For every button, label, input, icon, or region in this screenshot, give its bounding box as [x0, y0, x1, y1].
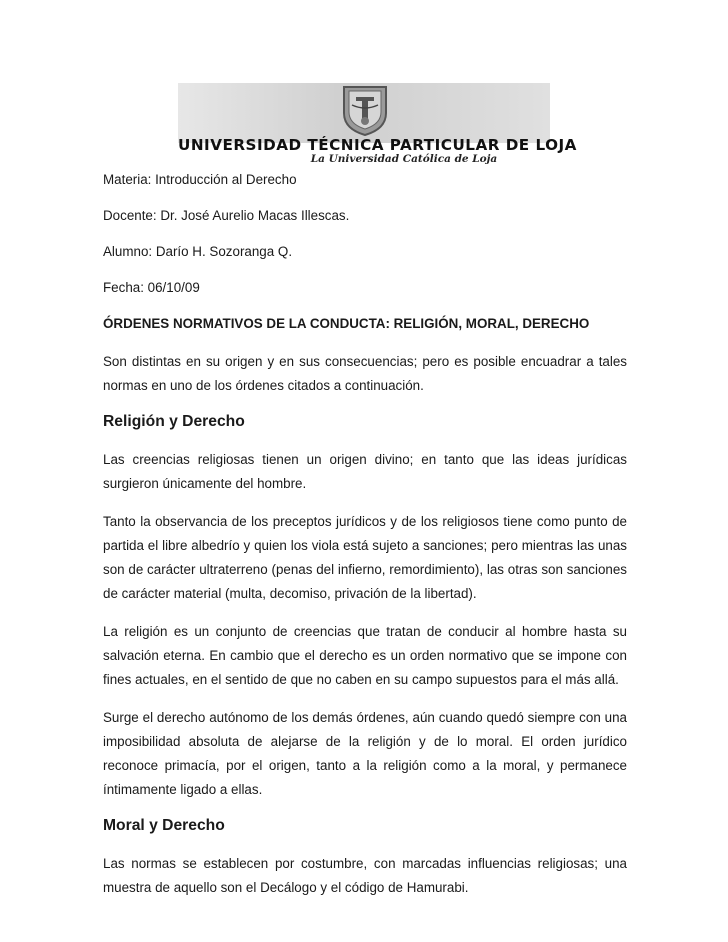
section-heading-religion: Religión y Derecho	[103, 413, 245, 430]
paragraph: Las normas se establecen por costumbre, con marcadas influencias religiosas; una muestra de aquello son el Decálogo y el código de Hamurabi.	[103, 856, 627, 895]
university-name: UNIVERSIDAD TÉCNICA PARTICULAR DE LOJA	[178, 136, 577, 154]
meta-materia: Materia: Introducción al Derecho	[103, 172, 297, 187]
document-body	[103, 170, 627, 914]
meta-docente: Docente: Dr. José Aurelio Macas Illescas.	[103, 208, 350, 223]
university-header	[178, 83, 577, 165]
meta-alumno: Alumno: Darío H. Sozoranga Q.	[103, 244, 293, 259]
paragraph: Surge el derecho autónomo de los demás órdenes, aún cuando quedó siempre con una imposibilidad absoluta de alejarse de la religión y de lo moral. El orden jurídico reconoce primacía, por el origen, tanto a la religión como a la moral, y permanece íntimamente ligado a ellas.	[103, 710, 627, 797]
intro-paragraph: Son distintas en su origen y en sus consecuencias; pero es posible encuadrar a tales normas en uno de los órdenes citados a continuación.	[103, 354, 627, 393]
university-seal-icon	[338, 83, 392, 137]
document-title: ÓRDENES NORMATIVOS DE LA CONDUCTA: RELIGIÓN, MORAL, DERECHO	[103, 316, 590, 331]
paragraph: Las creencias religiosas tienen un origen divino; en tanto que las ideas jurídicas surgieron únicamente del hombre.	[103, 452, 627, 491]
paragraph: Tanto la observancia de los preceptos jurídicos y de los religiosos tiene como punto de partida el libre albedrío y quien los viola está sujeto a sanciones; pero mientras las unas son de carácter ultraterreno (penas del infierno, remordimiento), las otras son sanciones de carácter material (multa, decomiso, privación de la libertad).	[103, 514, 627, 601]
paragraph: La religión es un conjunto de creencias que tratan de conducir al hombre hasta su salvación eterna. En cambio que el derecho es un orden normativo que se impone con fines actuales, en el sentido de que no caben en su campo supuestos para el más allá.	[103, 624, 627, 687]
university-tagline: La Universidad Católica de Loja	[310, 153, 498, 165]
section-heading-moral: Moral y Derecho	[103, 817, 225, 834]
meta-fecha: Fecha: 06/10/09	[103, 280, 200, 295]
